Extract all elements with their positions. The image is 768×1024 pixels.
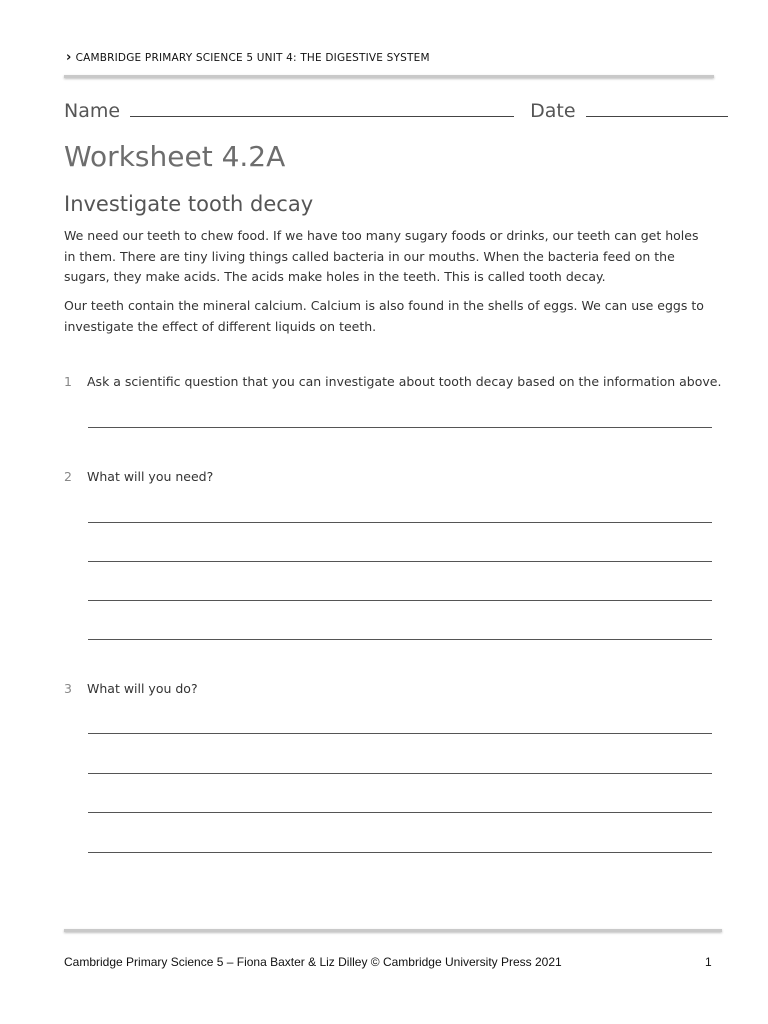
header-divider <box>64 75 714 78</box>
footer-divider <box>64 929 722 932</box>
header-text: CAMBRIDGE PRIMARY SCIENCE 5 UNIT 4: THE DIGESTIVE SYSTEM <box>75 51 430 64</box>
answer-line[interactable] <box>88 522 712 523</box>
question-text: What will you do? <box>87 681 198 696</box>
name-date-row <box>64 98 714 122</box>
page-number: 1 <box>705 955 712 969</box>
question-number: 2 <box>64 469 72 484</box>
question-text: Ask a scientific question that you can investigate about tooth decay based on the information above. <box>87 374 722 389</box>
answer-line[interactable] <box>88 639 712 640</box>
question-text: What will you need? <box>87 469 214 484</box>
answer-line[interactable] <box>88 773 712 774</box>
date-label: Date <box>530 100 576 122</box>
answer-line[interactable] <box>88 852 712 853</box>
date-field[interactable] <box>586 98 728 117</box>
worksheet-subtitle: Investigate tooth decay <box>64 192 314 216</box>
answer-line[interactable] <box>88 812 712 813</box>
intro-paragraph: We need our teeth to chew food. If we have too many sugary foods or drinks, our teeth can get holes in them. There are tiny living things called bacteria in our mouths. When the bacteria feed on the sugars, they make acids. The acids make holes in the teeth. This is called tooth decay. <box>64 228 699 284</box>
question-number: 3 <box>64 681 72 696</box>
name-field[interactable] <box>130 98 514 117</box>
answer-line[interactable] <box>88 733 712 734</box>
worksheet-title: Worksheet 4.2A <box>64 140 286 173</box>
chevron-right-icon: › <box>66 50 72 65</box>
answer-line[interactable] <box>88 600 712 601</box>
answer-line[interactable] <box>88 561 712 562</box>
footer-credit: Cambridge Primary Science 5 – Fiona Baxter & Liz Dilley © Cambridge University Press 2021 <box>64 955 562 969</box>
calcium-paragraph: Our teeth contain the mineral calcium. Calcium is also found in the shells of eggs. We can use eggs to investigate the effect of different liquids on teeth. <box>64 298 704 334</box>
answer-line[interactable] <box>88 427 712 428</box>
running-header <box>66 51 430 64</box>
name-label: Name <box>64 100 121 122</box>
question-number: 1 <box>64 374 72 389</box>
